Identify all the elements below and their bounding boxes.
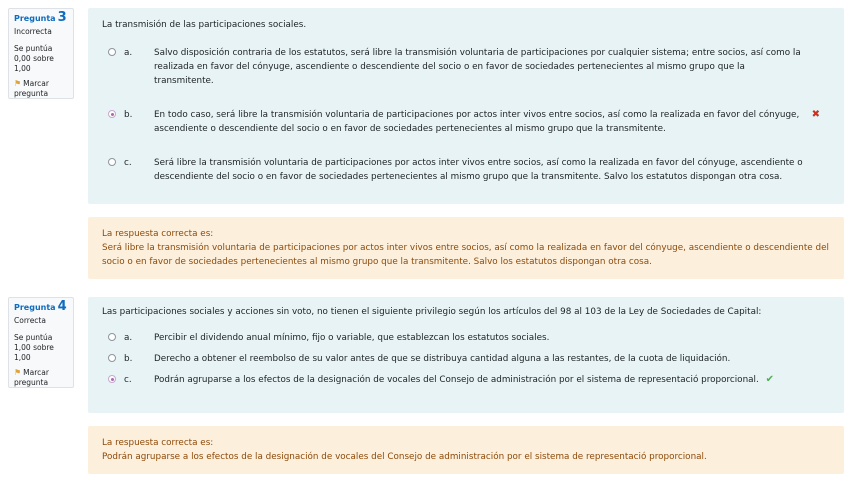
flag-question-link[interactable] xyxy=(14,368,68,388)
flag-question-link[interactable] xyxy=(14,79,68,99)
question-label: Pregunta xyxy=(14,303,56,312)
option-text: Podrán agruparse a los efectos de la designación de vocales del Consejo de administración por el sistema de representació proporcional. xyxy=(154,375,759,385)
option-letter: b. xyxy=(124,354,133,364)
answer-option-c[interactable] xyxy=(102,156,830,184)
option-letter: a. xyxy=(124,333,133,343)
radio-c[interactable] xyxy=(108,158,116,166)
question-text: Las participaciones sociales y acciones sin voto, no tienen el siguiente privilegio según los artículos del 98 al 103 de la Ley de Sociedades de Capital: xyxy=(102,307,762,317)
question-number-value: 4 xyxy=(57,299,67,314)
option-text: Será libre la transmisión voluntaria de participaciones por actos inter vivos entre socios, así como la realizada en favor del cónyuge, ascendiente o descendiente del socio o en favor de sociedades pertenecientes al mismo grupo que la transmitente. Salvo los estatutos dispongan otra cosa. xyxy=(154,158,803,182)
question-number xyxy=(14,299,68,314)
option-letter: c. xyxy=(124,158,132,168)
question-text: La transmisión de las participaciones sociales. xyxy=(102,20,307,30)
question-4-formulation xyxy=(88,297,844,413)
option-text: Derecho a obtener el reembolso de su valor antes de que se distribuya cantidad alguna a las restantes, de la cuota de liquidación. xyxy=(154,354,731,364)
question-4-info xyxy=(8,297,74,388)
feedback-title: La respuesta correcta es: xyxy=(102,438,214,448)
answer-option-c[interactable] xyxy=(102,373,830,387)
option-text: Salvo disposición contraria de los estatutos, será libre la transmisión voluntaria de participaciones por cualquier sistema; entre socios, así como la realizada en favor del cónyuge, ascendiente o descendiente del socio o en favor de sociedades pertenecientes al mismo grupo que la transmitente. xyxy=(154,48,801,86)
question-3-info xyxy=(8,8,74,99)
radio-a[interactable] xyxy=(108,48,116,56)
feedback-title: La respuesta correcta es: xyxy=(102,229,214,239)
option-letter: c. xyxy=(124,375,132,385)
question-grade: Se puntúa 1,00 sobre 1,00 xyxy=(14,333,54,362)
cross-icon: ✖ xyxy=(811,109,820,120)
answer-option-b[interactable] xyxy=(102,108,830,136)
option-letter: b. xyxy=(124,110,133,120)
flag-icon: ⚑ xyxy=(14,79,22,88)
answer-option-a[interactable] xyxy=(102,46,830,88)
question-number xyxy=(14,10,68,25)
question-4-feedback xyxy=(88,426,844,474)
answer-option-b[interactable] xyxy=(102,352,830,366)
feedback-text: Podrán agruparse a los efectos de la designación de vocales del Consejo de administración por el sistema de representació proporcional. xyxy=(102,452,707,462)
question-state: Correcta xyxy=(14,316,46,325)
option-text: En todo caso, será libre la transmisión voluntaria de participaciones por actos inter vivos entre socios, así como la realizada en favor del cónyuge, ascendiente o descendiente del socio o en favor de sociedades pertenecientes al mismo grupo que la transmitente. xyxy=(154,110,800,134)
answer-option-a[interactable] xyxy=(102,331,830,345)
question-3-formulation xyxy=(88,8,844,204)
feedback-text: Será libre la transmisión voluntaria de participaciones por actos inter vivos entre socios, así como la realizada en favor del cónyuge, ascendiente o descendiente del socio o en favor de sociedades pertenecientes al mismo grupo que la transmitente. Salvo los estatutos dispongan otra cosa. xyxy=(102,243,829,267)
flag-icon: ⚑ xyxy=(14,368,22,377)
flag-label: Marcar pregunta xyxy=(14,79,49,98)
question-3-feedback xyxy=(88,217,844,279)
option-text: Percibir el dividendo anual mínimo, fijo o variable, que establezcan los estatutos sociales. xyxy=(154,333,550,343)
question-number-value: 3 xyxy=(57,10,67,25)
question-grade: Se puntúa 0,00 sobre 1,00 xyxy=(14,44,54,73)
question-state: Incorrecta xyxy=(14,27,52,36)
check-icon: ✔ xyxy=(765,374,774,385)
radio-c-selected[interactable] xyxy=(108,375,116,383)
radio-a[interactable] xyxy=(108,333,116,341)
radio-b[interactable] xyxy=(108,354,116,362)
radio-b-selected[interactable] xyxy=(108,110,116,118)
question-label: Pregunta xyxy=(14,14,56,23)
option-letter: a. xyxy=(124,48,133,58)
flag-label: Marcar pregunta xyxy=(14,368,49,387)
